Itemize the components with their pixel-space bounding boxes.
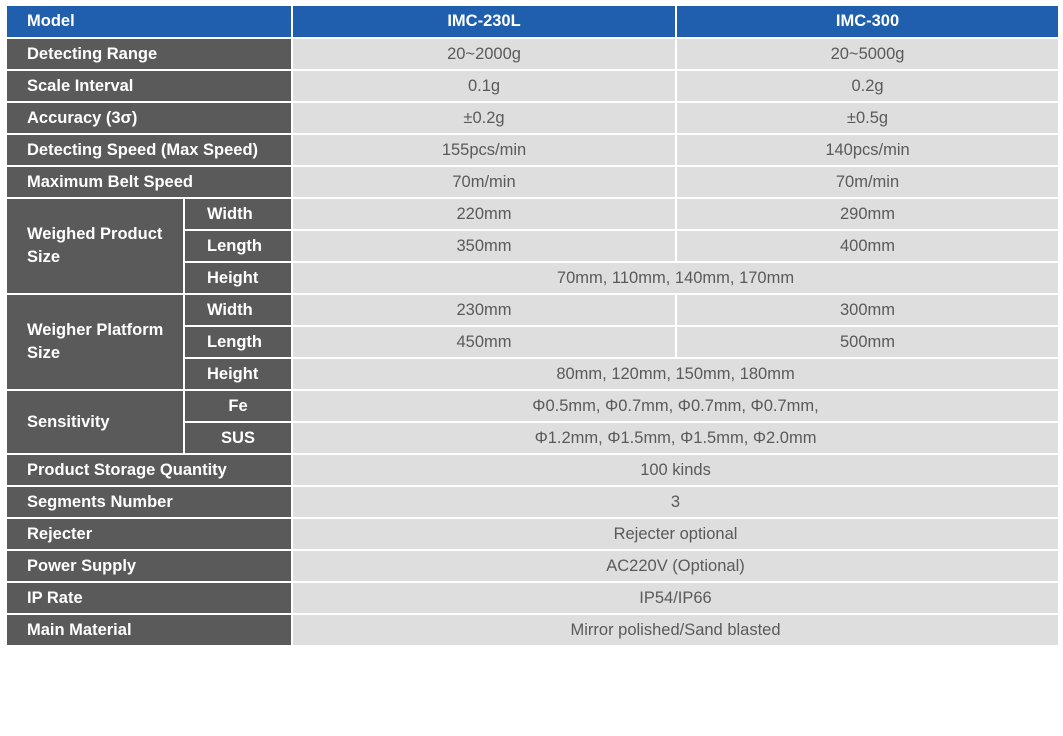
value-cell-merged: 3 [292, 486, 1059, 518]
label-line: Size [27, 344, 61, 362]
table-row [6, 198, 1059, 230]
row-label-weighed-product-size [6, 198, 184, 294]
row-label-product-storage: Product Storage Quantity [6, 454, 292, 486]
row-label-segments-number: Segments Number [6, 486, 292, 518]
table-row [6, 102, 1059, 134]
value-cell: 500mm [676, 326, 1059, 358]
table-row [6, 582, 1059, 614]
value-cell: ±0.2g [292, 102, 676, 134]
table-row [6, 166, 1059, 198]
spec-table [5, 4, 1060, 647]
value-cell: 20~2000g [292, 38, 676, 70]
sub-label-height: Height [184, 358, 292, 390]
sub-label-length: Length [184, 326, 292, 358]
value-cell-merged: 80mm, 120mm, 150mm, 180mm [292, 358, 1059, 390]
row-label-ip-rate: IP Rate [6, 582, 292, 614]
sub-label-length: Length [184, 230, 292, 262]
row-label-detecting-range: Detecting Range [6, 38, 292, 70]
row-label-sensitivity: Sensitivity [6, 390, 184, 454]
value-cell: 0.1g [292, 70, 676, 102]
sub-label-width: Width [184, 294, 292, 326]
model-header-label: Model [6, 5, 292, 38]
sub-label-fe: Fe [184, 390, 292, 422]
value-cell: 450mm [292, 326, 676, 358]
table-row [6, 38, 1059, 70]
table-row [6, 550, 1059, 582]
value-cell-merged: Φ0.5mm, Φ0.7mm, Φ0.7mm, Φ0.7mm, [292, 390, 1059, 422]
value-cell-merged: Mirror polished/Sand blasted [292, 614, 1059, 646]
value-cell-merged: Rejecter optional [292, 518, 1059, 550]
value-cell: 300mm [676, 294, 1059, 326]
model-header-imc-300: IMC-300 [676, 5, 1059, 38]
value-cell: 155pcs/min [292, 134, 676, 166]
table-row [6, 614, 1059, 646]
row-label-detecting-speed: Detecting Speed (Max Speed) [6, 134, 292, 166]
table-row [6, 486, 1059, 518]
row-label-scale-interval: Scale Interval [6, 70, 292, 102]
value-cell-merged: AC220V (Optional) [292, 550, 1059, 582]
model-header-imc-230l: IMC-230L [292, 5, 676, 38]
value-cell-merged: 100 kinds [292, 454, 1059, 486]
table-row [6, 518, 1059, 550]
value-cell-merged: IP54/IP66 [292, 582, 1059, 614]
value-cell-merged: Φ1.2mm, Φ1.5mm, Φ1.5mm, Φ2.0mm [292, 422, 1059, 454]
table-row [6, 134, 1059, 166]
table-row [6, 454, 1059, 486]
value-cell: 20~5000g [676, 38, 1059, 70]
value-cell: 70m/min [676, 166, 1059, 198]
row-label-max-belt-speed: Maximum Belt Speed [6, 166, 292, 198]
value-cell: 140pcs/min [676, 134, 1059, 166]
label-line: Size [27, 248, 61, 266]
value-cell: 220mm [292, 198, 676, 230]
label-line: Weigher Platform [27, 321, 164, 339]
value-cell: 350mm [292, 230, 676, 262]
value-cell-merged: 70mm, 110mm, 140mm, 170mm [292, 262, 1059, 294]
value-cell: 290mm [676, 198, 1059, 230]
table-row [6, 294, 1059, 326]
value-cell: ±0.5g [676, 102, 1059, 134]
table-row [6, 70, 1059, 102]
row-label-weigher-platform-size [6, 294, 184, 390]
value-cell: 70m/min [292, 166, 676, 198]
label-line: Weighed Product [27, 225, 163, 243]
value-cell: 400mm [676, 230, 1059, 262]
value-cell: 0.2g [676, 70, 1059, 102]
row-label-power-supply: Power Supply [6, 550, 292, 582]
row-label-main-material: Main Material [6, 614, 292, 646]
row-label-rejecter: Rejecter [6, 518, 292, 550]
sub-label-sus: SUS [184, 422, 292, 454]
sub-label-height: Height [184, 262, 292, 294]
header-row [6, 5, 1059, 38]
table-row [6, 390, 1059, 422]
sub-label-width: Width [184, 198, 292, 230]
value-cell: 230mm [292, 294, 676, 326]
row-label-accuracy: Accuracy (3σ) [6, 102, 292, 134]
